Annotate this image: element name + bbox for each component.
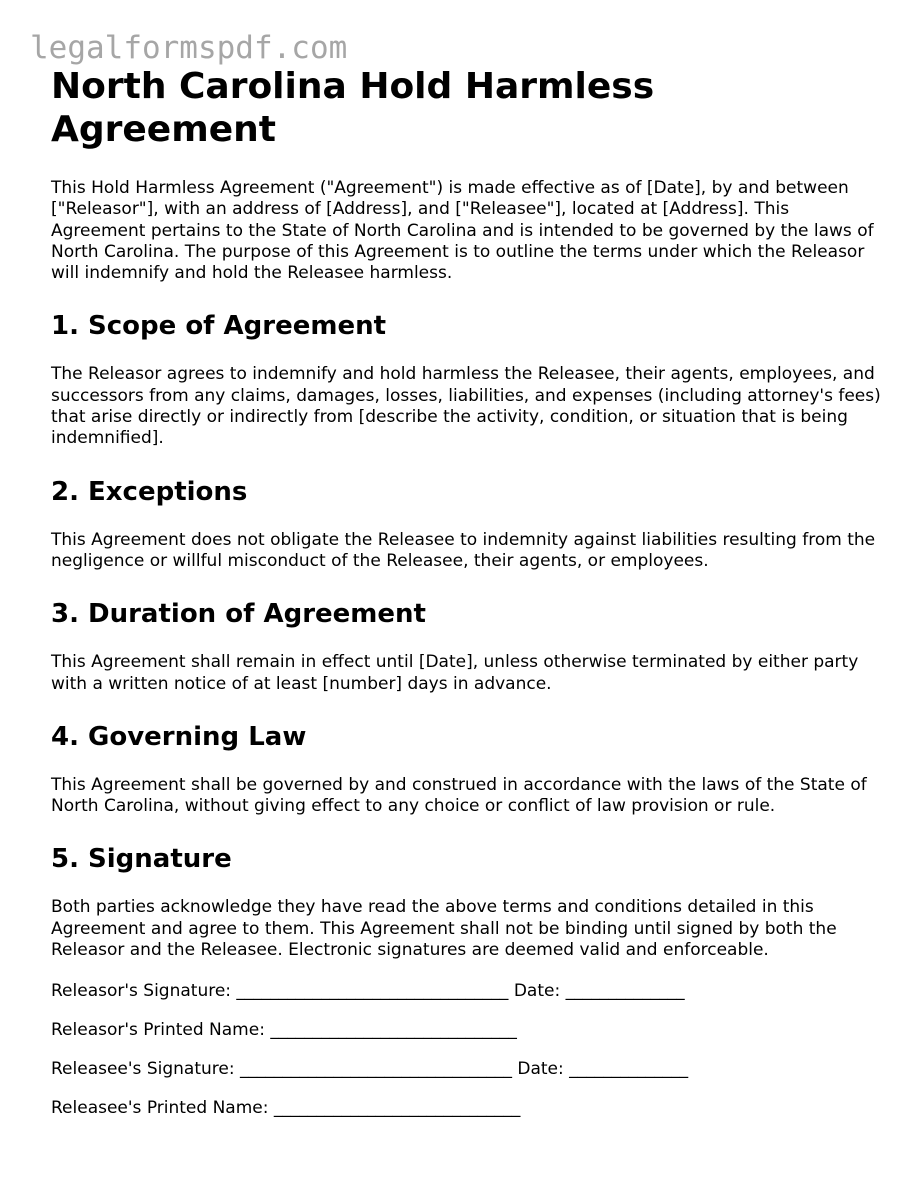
releasor-printed-name-line[interactable]: Releasor's Printed Name: _____________________________ <box>51 1020 517 1041</box>
document-body <box>51 65 881 1119</box>
releasor-signature-line[interactable]: Releasor's Signature: ________________________________ Date: ______________ <box>51 981 685 1002</box>
section-body-duration: This Agreement shall remain in effect until [Date], unless otherwise terminated by either party with a written notice of at least [number] days in advance. <box>51 652 859 694</box>
section-heading-exceptions: 2. Exceptions <box>51 476 248 507</box>
section-heading-governing-law: 4. Governing Law <box>51 721 307 752</box>
section-body-exceptions: This Agreement does not obligate the Releasee to indemnity against liabilities resulting from the negligence or willful misconduct of the Releasee, their agents, or employees. <box>51 529 876 571</box>
section-heading-scope: 1. Scope of Agreement <box>51 311 387 342</box>
releasee-printed-name-line[interactable]: Releasee's Printed Name: _____________________________ <box>51 1098 521 1119</box>
section-body-scope: The Releasor agrees to indemnify and hold harmless the Releasee, their agents, employees, and successors from any claims, damages, losses, liabilities, and expenses (including attorney's fees) that arise directly or indirectly from [describe the activity, condition, or situation that is being indemnified]. <box>51 364 881 449</box>
releasee-signature-line[interactable]: Releasee's Signature: ________________________________ Date: ______________ <box>51 1059 689 1080</box>
intro-paragraph: This Hold Harmless Agreement ("Agreement") is made effective as of [Date], by and between ["Releasor"], with an address of [Address], and ["Releasee"], located at [Address]. This Agreement pertains to the State of North Carolina and is intended to be governed by the laws of North Carolina. The purpose of this Agreement is to outline the terms under which the Releasor will indemnify and hold the Releasee harmless. <box>51 178 874 284</box>
document-title: North Carolina Hold Harmless Agreement <box>51 66 655 150</box>
section-heading-duration: 3. Duration of Agreement <box>51 599 426 630</box>
section-body-signature: Both parties acknowledge they have read the above terms and conditions detailed in this Agreement and agree to them. This Agreement shall not be binding until signed by both the Releasor and the Releasee. Electronic signatures are deemed valid and enforceable. <box>51 897 837 961</box>
section-heading-signature: 5. Signature <box>51 844 232 875</box>
watermark-text: legalformspdf.com <box>30 30 348 66</box>
section-body-governing-law: This Agreement shall be governed by and construed in accordance with the laws of the State of North Carolina, without giving effect to any choice or conflict of law provision or rule. <box>51 774 867 817</box>
